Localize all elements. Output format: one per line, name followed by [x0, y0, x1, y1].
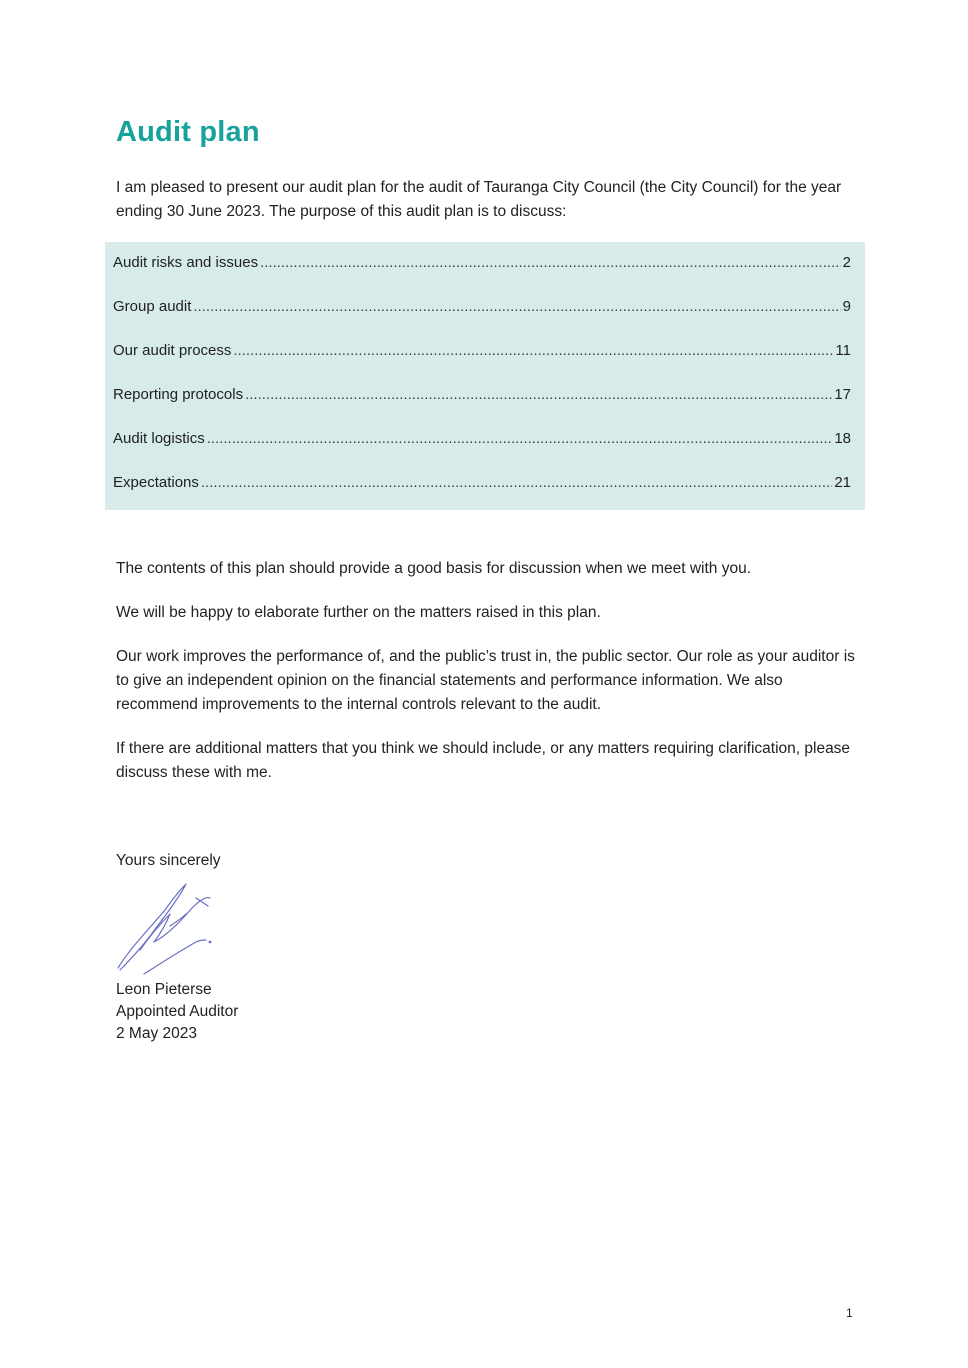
signatory-name: Leon Pieterse [116, 981, 212, 998]
toc-leader-dots [207, 429, 833, 449]
toc-item-label: Audit risks and issues [113, 254, 259, 271]
body-paragraph: We will be happy to elaborate further on the matters raised in this plan. [116, 604, 601, 621]
page-number: 1 [846, 1306, 853, 1320]
toc-leader-dots [233, 341, 833, 361]
toc-item-audit-risks[interactable] [113, 253, 851, 273]
toc-item-group-audit[interactable] [113, 297, 851, 317]
toc-leader-dots [245, 385, 832, 405]
toc-item-label: Expectations [113, 474, 199, 491]
signatory-role: Appointed Auditor [116, 1003, 239, 1020]
toc-item-page: 11 [835, 342, 851, 359]
toc-item-label: Group audit [113, 298, 192, 315]
toc-item-reporting-protocols[interactable] [113, 385, 851, 405]
toc-item-audit-logistics[interactable] [113, 429, 851, 449]
page-title: Audit plan [116, 116, 260, 148]
toc-item-expectations[interactable] [113, 473, 851, 493]
toc-item-page: 2 [842, 254, 851, 271]
signature-date: 2 May 2023 [116, 1025, 197, 1042]
toc-item-page: 21 [834, 474, 851, 491]
toc-item-label: Our audit process [113, 342, 232, 359]
toc-item-audit-process[interactable] [113, 341, 851, 361]
body-paragraph: If there are additional matters that you think we should include, or any matters requiring clarification, please discuss these with me. [116, 740, 851, 781]
body-paragraph: Our work improves the performance of, and the public’s trust in, the public sector. Our role as your auditor is to give an independent opinion on the financial statements and performance information. We also recommend improvements to the internal controls relevant to the audit. [116, 648, 855, 713]
table-of-contents [105, 242, 865, 510]
body-paragraph: The contents of this plan should provide a good basis for discussion when we meet with you. [116, 560, 752, 577]
toc-item-label: Reporting protocols [113, 386, 244, 403]
toc-item-page: 9 [842, 298, 851, 315]
closing-salutation: Yours sincerely [116, 852, 221, 869]
intro-paragraph: I am pleased to present our audit plan for the audit of Tauranga City Council (the City Council) for the year ending 30 June 2023. The purpose of this audit plan is to discuss: [116, 179, 842, 220]
toc-item-label: Audit logistics [113, 430, 205, 447]
toc-leader-dots [260, 253, 841, 273]
toc-leader-dots [193, 297, 840, 317]
toc-leader-dots [201, 473, 832, 493]
toc-item-page: 17 [834, 386, 851, 403]
toc-item-page: 18 [834, 430, 851, 447]
handwritten-signature [110, 878, 220, 978]
